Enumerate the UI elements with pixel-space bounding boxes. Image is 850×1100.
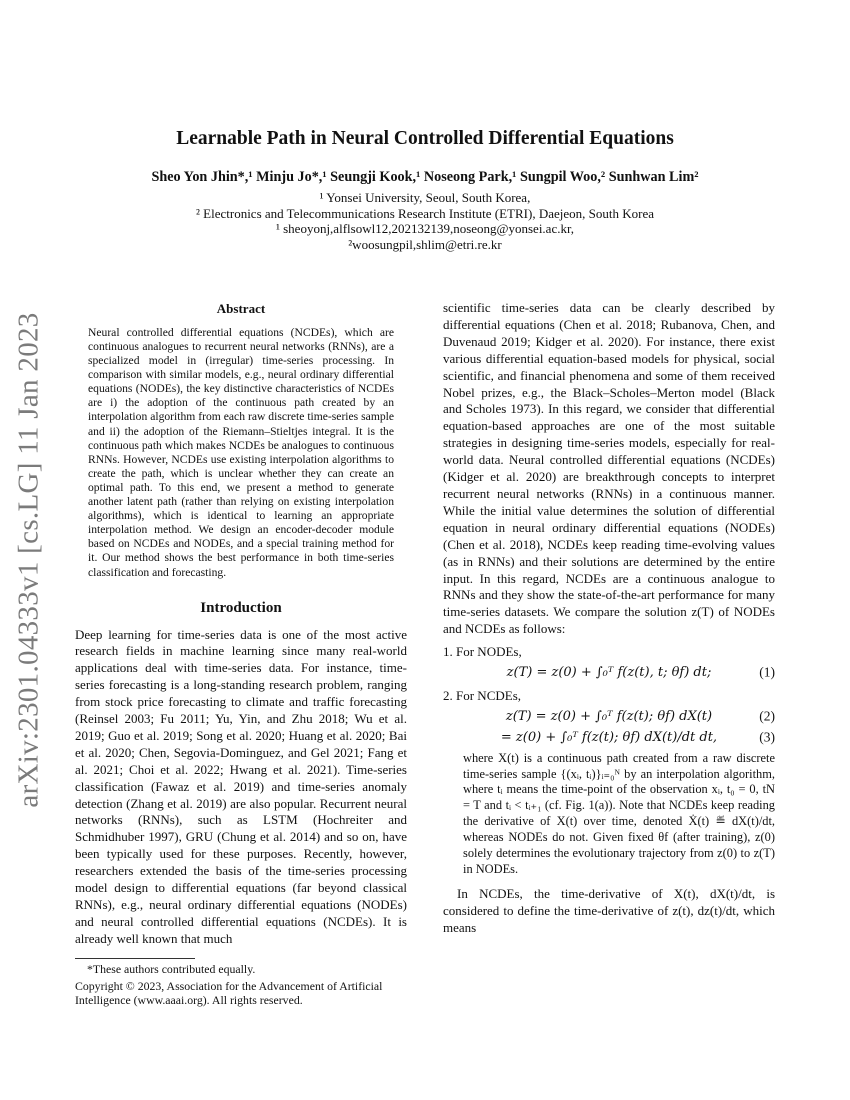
footnote-divider	[75, 958, 195, 959]
abstract-body: Neural controlled differential equations (NCDEs), which are continuous analogues to recurrent neural networks (RNNs), are a specialized model in (irregular) time-series processing. In comparison with similar models, e.g., neural ordinary differential equations (NODEs), the key distinctive characteristics of NCDEs are i) the adoption of the continuous path created by an interpolation algorithm from each raw discrete time-series sample and ii) the adoption of the Riemann–Stieltjes integral. It is the continuous path which makes NCDEs be analogues to continuous RNNs. However, NCDEs use existing interpolation algorithms to create the path, which is unclear whether they can create an optimal path. To this end, we present a method to generate another latent path (rather than relying on existing interpolation algorithms), which is identical to learning an appropriate interpolation method. We design an encoder-decoder module based on NCDEs and NODEs, and a special training method for it. Our method shows the best performance in both time-series classification and forecasting.	[88, 325, 394, 579]
affiliation-1: ¹ Yonsei University, Seoul, South Korea,	[319, 190, 531, 205]
equation-3-body: = z(0) + ∫₀ᵀ f(z(t); θf) dX(t)/dt dt,	[500, 729, 718, 745]
footnote-equal-contribution: *These authors contributed equally.	[87, 961, 256, 976]
equation-explanation: where X(t) is a continuous path created from a raw discrete time-series sample {(xᵢ, tᵢ)}ᵢ₌₀ᴺ by an interpolation algorithm, where tᵢ means the time-point of the observation xᵢ, t₀ = 0, tN = T and tᵢ < tᵢ₊₁ (cf. Fig. 1(a)). Note that NCDEs keep reading the derivative of X(t) over time, denoted Ẋ(t) ≝ dX(t)/dt, whereas NODEs do not. Given fixed θf (after training), z(0) solely determines the evolutionary trajectory from z(0) to z(T) in NODEs.	[463, 750, 775, 876]
equation-3-number: (3)	[759, 729, 775, 745]
email-1: ¹ sheoyonj,alflsowl12,202132139,noseong@yonsei.ac.kr,	[275, 221, 575, 236]
equation-3	[443, 730, 775, 747]
equation-2-body: z(T) = z(0) + ∫₀ᵀ f(z(t); θf) dX(t)	[505, 708, 713, 724]
abstract-heading: Abstract	[216, 301, 266, 316]
introduction-heading: Introduction	[200, 599, 282, 616]
arxiv-sidebar	[6, 300, 52, 820]
equation-1-body: z(T) = z(0) + ∫₀ᵀ f(z(t), t; θf) dt;	[506, 665, 712, 681]
right-column	[443, 300, 775, 937]
affiliation-2: ² Electronics and Telecommunications Research Institute (ETRI), Daejeon, South Korea	[196, 205, 654, 221]
paper-header	[60, 128, 790, 252]
list-item-ncdes: 2. For NCDEs,	[443, 687, 522, 703]
introduction-body: Deep learning for time-series data is one of the most active research fields in machine learning since many real-world applications deal with time-series data. For instance, time-series forecasting is a long-standing research problem, ranging from stock price forecasting to climate and traffic forecasting (Reinsel 2003; Fu 2011; Yu, Yin, and Zhu 2018; Wu et al. 2019; Guo et al. 2019; Song et al. 2020; Huang et al. 2020; Bai et al. 2020; Chen, Segovia-Dominguez, and Gel 2021; Fang et al. 2021; Choi et al. 2022; Hwang et al. 2021). Time-series classification (Fawaz et al. 2019) and time-series anomaly detection (Zhang et al. 2019) are also popular. Recurrent neural networks (RNNs), such as LSTM (Hochreiter and Schmidhuber 1997), GRU (Chung et al. 2014) and so on, have been typically used for these purposes. Recently, however, researchers extended the basis of the time-series processing model design to differential equations (far beyond classical RNNs), e.g., neural ordinary differential equations (NODEs) and neural controlled differential equations (NCDEs). It is already well known that much	[75, 626, 407, 946]
equation-2	[443, 709, 775, 726]
equation-1	[443, 665, 775, 682]
equation-2-number: (2)	[759, 708, 775, 724]
list-item-nodes: 1. For NODEs,	[443, 644, 522, 660]
paper-title: Learnable Path in Neural Controlled Differential Equations	[176, 128, 674, 149]
email-2: ²woosungpil,shlim@etri.re.kr	[348, 236, 502, 252]
ncde-derivative-paragraph: In NCDEs, the time-derivative of X(t), dX(t)/dt, is considered to define the time-derivative of z(t), dz(t)/dt, which means	[443, 885, 775, 935]
intro-continued: scientific time-series data can be clearly described by differential equations (Chen et al. 2018; Rubanova, Chen, and Duvenaud 2019; Kidger et al. 2020). For instance, there exist various differential equation-based models for physical, social scientific, and financial phenomena and some of them received Nobel prizes, e.g., the Black–Scholes–Merton model (Black and Scholes 1973). In this regard, we consider that differential equation-based approaches are one of the most suitable strategies in designing time-series models, especially for real-world data. Neural controlled differential equations (NCDEs) (Kidger et al. 2020) are breakthrough concepts to interpret recurrent neural networks (RNNs) in a continuous manner. While the initial value determines the solution of differential equation in neural ordinary differential equations (NODEs) (Chen et al. 2018), NCDEs keep reading time-evolving values (as in RNNs) and their solutions are determined by the entire input. In this regard, NCDEs are a continuous analogue to RNNs and they show the state-of-the-art performance for many time-series datasets. We compare the solution z(T) of NODEs and NCDEs as follows:	[443, 300, 775, 637]
author-list: Sheo Yon Jhin*,¹ Minju Jo*,¹ Seungji Kook,¹ Noseong Park,¹ Sungpil Woo,² Sunhwan Lim²	[151, 169, 699, 185]
arxiv-stamp: arXiv:2301.04333v1 [cs.LG] 11 Jan 2023	[12, 312, 45, 808]
copyright-notice: Copyright © 2023, Association for the Advancement of Artificial Intelligence (www.aaai.org). All rights reserved.	[75, 978, 383, 1007]
left-column	[75, 301, 407, 1007]
equation-1-number: (1)	[759, 665, 775, 681]
